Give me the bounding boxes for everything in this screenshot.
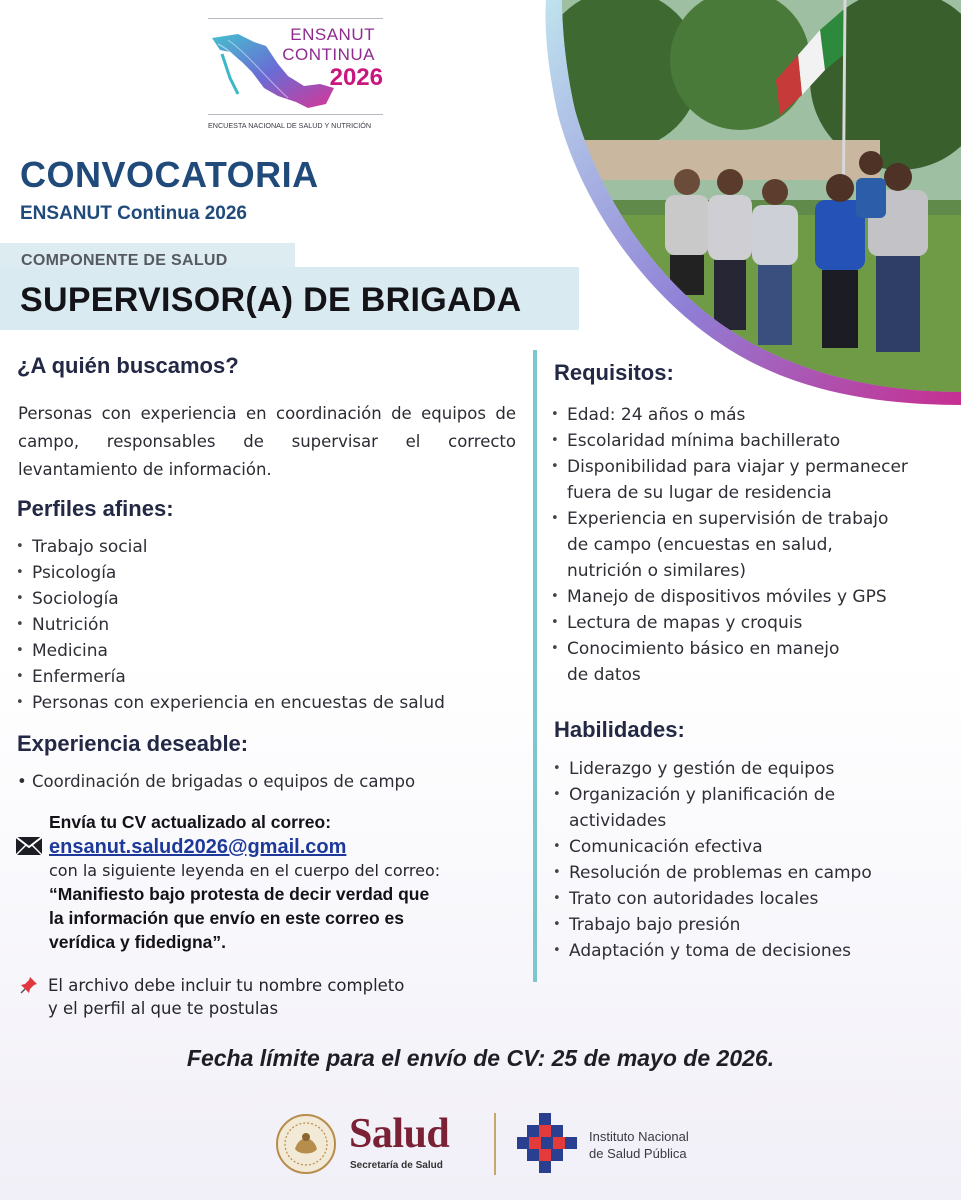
cv-quote-line: verídica y fidedigna”. bbox=[49, 932, 226, 952]
cv-quote-line: “Manifiesto bajo protesta de decir verdad que bbox=[49, 884, 430, 904]
list-item bbox=[551, 428, 908, 454]
who-heading: ¿A quién buscamos? bbox=[17, 353, 239, 378]
list-item: • Nutrición bbox=[16, 612, 445, 638]
cv-instructions bbox=[49, 810, 519, 954]
profiles-heading: Perfiles afines: bbox=[17, 496, 174, 521]
cv-title: Envía tu CV actualizado al correo: bbox=[49, 812, 332, 832]
cv-email-link[interactable]: ensanut.salud2026@gmail.com bbox=[49, 836, 347, 858]
component-label: COMPONENTE DE SALUD bbox=[21, 252, 228, 269]
who-text: Personas con experiencia en coordinación de equipos de campo, responsables de supervisar el correcto levantamiento de información. bbox=[18, 404, 516, 479]
list-item-text: fuera de su lugar de residencia bbox=[567, 483, 832, 503]
list-item bbox=[553, 782, 872, 834]
experience-heading: Experiencia deseable: bbox=[17, 731, 249, 756]
list-item-text: Escolaridad mínima bachillerato bbox=[567, 431, 841, 451]
cv-instruction-line: con la siguiente leyenda en el cuerpo del correo: bbox=[49, 861, 441, 880]
file-note-line: El archivo debe incluir tu nombre completo bbox=[48, 976, 405, 995]
skills-list bbox=[553, 756, 872, 964]
logo-subtitle: ENCUESTA NACIONAL DE SALUD Y NUTRICIÓN bbox=[208, 121, 372, 130]
list-item-text: de datos bbox=[567, 665, 641, 685]
list-item-text: Organización y planificación de bbox=[569, 785, 836, 805]
list-item-text: nutrición o similares) bbox=[567, 561, 746, 581]
list-item bbox=[553, 938, 872, 964]
list-item-text: Comunicación efectiva bbox=[569, 837, 763, 857]
list-item bbox=[551, 506, 908, 584]
logo-bottom-rule bbox=[208, 114, 383, 115]
pushpin-icon bbox=[20, 976, 38, 994]
list-item-text: Conocimiento básico en manejo bbox=[567, 639, 840, 659]
logo-line1: ENSANUT bbox=[290, 25, 375, 44]
file-note-line: y el perfil al que te postulas bbox=[48, 999, 279, 1018]
list-item-text: Resolución de problemas en campo bbox=[569, 863, 872, 883]
list-item bbox=[551, 636, 908, 688]
footer-divider bbox=[494, 1113, 496, 1175]
list-item bbox=[553, 912, 872, 938]
list-item-text: Lectura de mapas y croquis bbox=[567, 613, 803, 633]
list-item bbox=[551, 610, 908, 636]
column-divider bbox=[533, 350, 537, 982]
list-item: • Trabajo social bbox=[16, 534, 445, 560]
file-note bbox=[48, 974, 404, 1020]
list-item: • Enfermería bbox=[16, 664, 445, 690]
salud-logo-text: Salud bbox=[349, 1111, 450, 1157]
list-item-text: de campo (encuestas en salud, bbox=[567, 535, 833, 555]
requirements-heading: Requisitos: bbox=[554, 360, 674, 385]
experience-item: • Coordinación de brigadas o equipos de campo bbox=[17, 772, 416, 791]
list-item-text: Manejo de dispositivos móviles y GPS bbox=[567, 587, 887, 607]
logo-year: 2026 bbox=[329, 64, 383, 91]
list-item bbox=[553, 756, 872, 782]
role-title: SUPERVISOR(A) DE BRIGADA bbox=[20, 281, 522, 319]
list-item-text: Experiencia en supervisión de trabajo bbox=[567, 509, 889, 529]
envelope-icon bbox=[15, 836, 43, 856]
insp-line: de Salud Pública bbox=[589, 1146, 687, 1161]
skills-heading: Habilidades: bbox=[554, 717, 685, 742]
list-item bbox=[553, 860, 872, 886]
list-item bbox=[553, 886, 872, 912]
team-photo bbox=[540, 0, 961, 405]
page-subtitle: ENSANUT Continua 2026 bbox=[20, 203, 247, 224]
logo-line2: CONTINUA bbox=[282, 45, 375, 64]
mexico-seal-icon bbox=[273, 1113, 339, 1175]
list-item: • Personas con experiencia en encuestas de salud bbox=[16, 690, 445, 716]
cv-quote-line: la información que envío en este correo es bbox=[49, 908, 404, 928]
profiles-list bbox=[16, 534, 445, 716]
list-item bbox=[551, 454, 908, 506]
list-item-text: Edad: 24 años o más bbox=[567, 405, 746, 425]
requirements-list bbox=[551, 402, 908, 688]
list-item-text: Trato con autoridades locales bbox=[569, 889, 819, 909]
deadline-text: Fecha límite para el envío de CV: 25 de mayo de 2026. bbox=[186, 1045, 775, 1071]
list-item bbox=[551, 402, 908, 428]
list-item: • Psicología bbox=[16, 560, 445, 586]
list-item-text: Adaptación y toma de decisiones bbox=[569, 941, 852, 961]
list-item-text: Disponibilidad para viajar y permanecer bbox=[567, 457, 908, 477]
list-item-text: actividades bbox=[569, 811, 667, 831]
ensanut-logo bbox=[208, 18, 383, 128]
list-item: • Sociología bbox=[16, 586, 445, 612]
list-item bbox=[553, 834, 872, 860]
list-item: • Medicina bbox=[16, 638, 445, 664]
secretaria-text: Secretaría de Salud bbox=[350, 1160, 443, 1171]
insp-line: Instituto Nacional bbox=[589, 1129, 689, 1144]
logo-top-rule bbox=[208, 18, 383, 19]
page-title: CONVOCATORIA bbox=[20, 154, 319, 195]
list-item-text: Liderazgo y gestión de equipos bbox=[569, 759, 835, 779]
insp-text bbox=[589, 1128, 689, 1162]
insp-logo-icon bbox=[517, 1113, 581, 1175]
list-item bbox=[551, 584, 908, 610]
list-item-text: Trabajo bajo presión bbox=[569, 915, 741, 935]
